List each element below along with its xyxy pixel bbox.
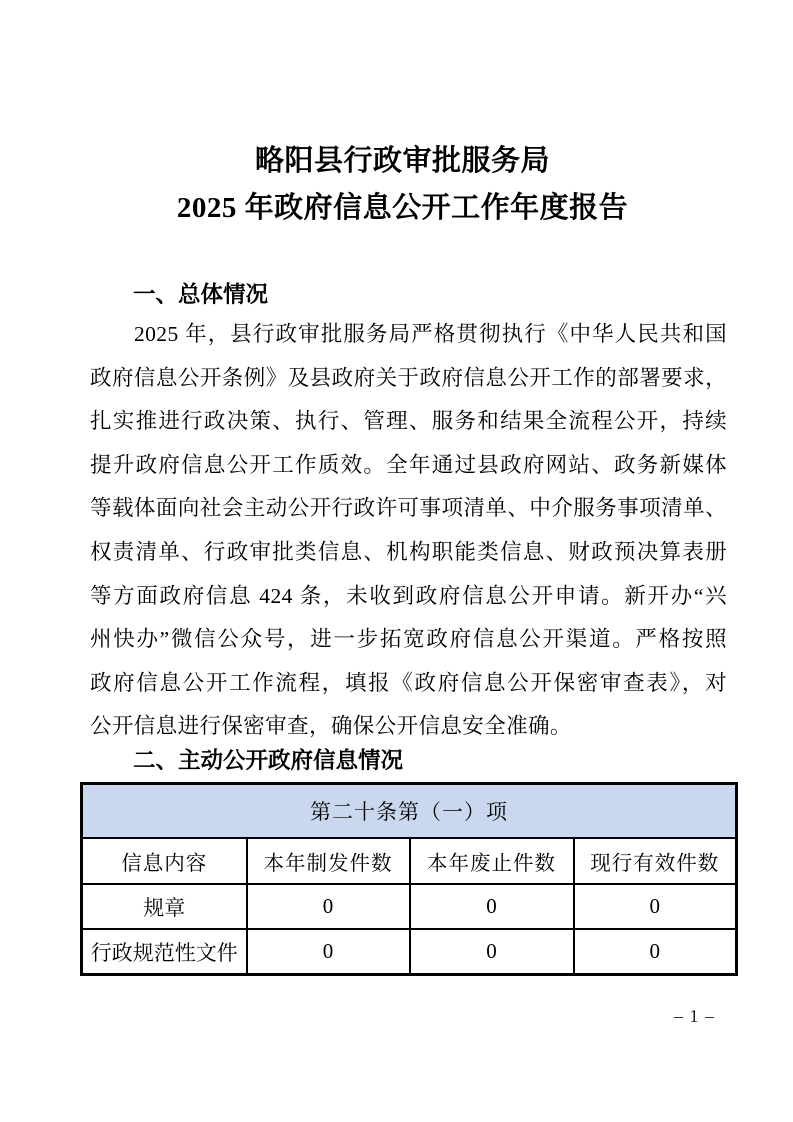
body-line: 提升政府信息公开工作质效。全年通过县政府网站、政务新媒体 xyxy=(90,452,727,477)
table-title-row xyxy=(82,783,737,838)
column-header-repealed-this-year: 本年废止件数 xyxy=(410,838,574,884)
cell-value: 0 xyxy=(410,884,574,929)
column-header-currently-effective: 现行有效件数 xyxy=(574,838,737,884)
body-line: 州快办”微信公众号，进一步拓宽政府信息公开渠道。严格按照 xyxy=(90,627,727,652)
page-content xyxy=(80,0,735,976)
cell-value: 0 xyxy=(247,884,410,929)
body-line: 等方面政府信息 424 条，未收到政府信息公开申请。新开办“兴 xyxy=(90,583,727,608)
cell-value: 0 xyxy=(574,929,737,974)
document-title xyxy=(70,138,735,232)
disclosure-statistics-table xyxy=(80,782,738,976)
cell-value: 0 xyxy=(247,929,410,974)
page-number: – 1 – xyxy=(674,1006,715,1026)
document-title-line2: 2025 年政府信息公开工作年度报告 xyxy=(176,192,629,224)
document-title-line1: 略阳县行政审批服务局 xyxy=(254,145,550,177)
body-line: 政府信息公开工作流程，填报《政府信息公开保密审查表》，对 xyxy=(90,670,727,695)
row-label-normative-documents: 行政规范性文件 xyxy=(82,929,247,974)
body-line: 政府信息公开条例》及县政府关于政府信息公开工作的部署要求， xyxy=(90,365,727,390)
table-row-regulations xyxy=(82,884,737,929)
table-header-row xyxy=(82,838,737,884)
body-line: 等载体面向社会主动公开行政许可事项清单、中介服务事项清单、 xyxy=(90,496,727,521)
cell-value: 0 xyxy=(574,884,737,929)
section-heading-proactive-disclosure: 二、主动公开政府信息情况 xyxy=(133,747,404,773)
table-title-article-20-item-1: 第二十条第（一）项 xyxy=(82,783,737,838)
cell-value: 0 xyxy=(410,929,574,974)
table-row-normative-documents xyxy=(82,929,737,974)
body-line: 公开信息进行保密审查，确保公开信息安全准确。 xyxy=(90,714,572,739)
body-line: 2025 年，县行政审批服务局严格贯彻执行《中华人民共和国 xyxy=(134,322,727,346)
body-line: 权责清单、行政审批类信息、机构职能类信息、财政预决算表册 xyxy=(90,539,727,564)
body-line: 扎实推进行政决策、执行、管理、服务和结果全流程公开，持续 xyxy=(90,409,727,434)
body-paragraph xyxy=(90,313,727,749)
row-label-regulations: 规章 xyxy=(82,884,247,929)
column-header-info-content: 信息内容 xyxy=(82,838,247,884)
column-header-issued-this-year: 本年制发件数 xyxy=(247,838,410,884)
section-heading-overall-situation: 一、总体情况 xyxy=(133,282,269,307)
